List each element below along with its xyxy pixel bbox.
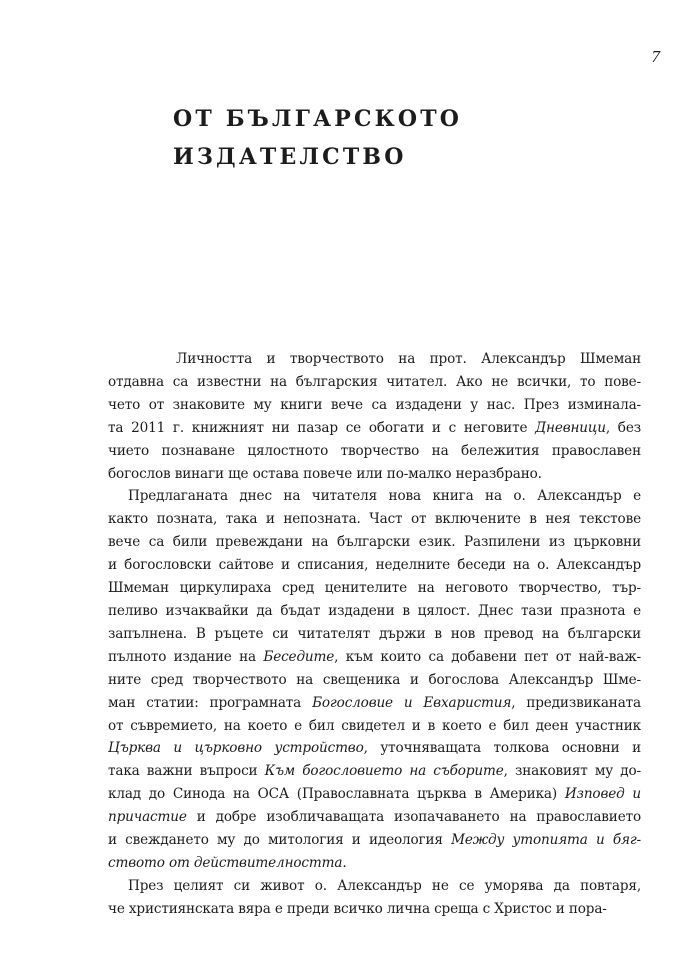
text-line bbox=[108, 600, 641, 623]
text-run: , знаковият му до- bbox=[503, 763, 641, 780]
text-run: запълнена. В ръцете си читателят държи в нов превод на български bbox=[108, 625, 641, 642]
italic-title: Църква и църковно устройство bbox=[108, 740, 364, 757]
text-run: , уточняващата толкова основни и bbox=[363, 740, 641, 757]
text-run: Предлаганата днес на читателя нова книга на о. Александър е bbox=[128, 488, 641, 505]
text-run: , към които са добавени пет от най-важ- bbox=[334, 648, 642, 665]
text-run: чето от знаковите му книги вече са издадени у нас. През изминала- bbox=[108, 396, 641, 413]
chapter-heading bbox=[173, 100, 462, 176]
text-line bbox=[108, 692, 641, 715]
text-run: През целият си живот о. Александър не се уморява да повтаря, bbox=[128, 877, 641, 894]
text-line bbox=[108, 852, 641, 875]
chapter-heading-line-1: ОТ БЪЛГАРСКОТО bbox=[173, 106, 463, 132]
text-run: и богословски сайтове и списания, неделните беседи на о. Александър bbox=[108, 557, 641, 574]
text-run: ните сред творчеството на свещеника и богослова Александър Шме- bbox=[108, 671, 641, 688]
text-line bbox=[108, 875, 641, 898]
text-run: и добре изобличаващата изопачаването на православието bbox=[186, 809, 641, 826]
body-text bbox=[108, 348, 641, 921]
italic-title: Беседите bbox=[263, 648, 335, 665]
text-run: ман статии: програмната bbox=[108, 694, 313, 711]
text-line bbox=[108, 371, 641, 394]
italic-title: Между утопията и бяг- bbox=[451, 832, 641, 849]
paragraph bbox=[108, 875, 641, 921]
text-run: клад до Синода на ОСА (Православната църква в Америка) bbox=[108, 786, 565, 803]
italic-title: Дневници bbox=[535, 419, 606, 436]
text-run: вече са били превеждани на български език. Разпилени из църковни bbox=[108, 534, 641, 551]
text-run: та 2011 г. книжният ни пазар се обогати и с неговите bbox=[108, 419, 536, 436]
paragraph bbox=[108, 348, 641, 485]
text-line bbox=[108, 829, 641, 852]
text-run: богослов винаги ще остава повече или по-малко неразбрано. bbox=[108, 465, 542, 482]
text-line bbox=[108, 760, 641, 783]
text-run: както позната, така и непозната. Част от включените в нея текстове bbox=[108, 511, 641, 528]
text-run: пеливо изчаквайки да бъдат издадени в цялост. Днес тази празнота е bbox=[108, 602, 641, 619]
text-run: и свеждането му до митология и идеология bbox=[108, 832, 452, 849]
text-line bbox=[108, 737, 641, 760]
text-run: така важни въпроси bbox=[108, 763, 265, 780]
text-run: . bbox=[342, 854, 347, 871]
text-run: Личността и творчеството на прот. Александър Шмеман bbox=[176, 351, 641, 367]
text-line bbox=[108, 348, 641, 371]
paragraph bbox=[108, 485, 641, 874]
text-line bbox=[108, 783, 641, 806]
text-line bbox=[108, 715, 641, 738]
text-run: че християнската вяра е преди всичко лична среща с Христос и пора- bbox=[108, 900, 607, 917]
text-run: от съвремието, на което е бил свидетел и в което е бил деен участник bbox=[108, 717, 641, 734]
text-run: пълното издание на bbox=[108, 648, 264, 665]
italic-title: причастие bbox=[108, 809, 187, 826]
text-line bbox=[108, 531, 641, 554]
italic-title: Към богословието на съборите bbox=[264, 763, 504, 780]
text-line bbox=[108, 485, 641, 508]
text-line bbox=[108, 646, 641, 669]
text-run: , без bbox=[605, 419, 641, 436]
text-run: чието познаване цялостното творчество на бележития православен bbox=[108, 442, 641, 459]
text-line bbox=[108, 508, 641, 531]
page-number: 7 bbox=[651, 47, 660, 66]
text-line bbox=[108, 669, 641, 692]
text-line bbox=[108, 806, 641, 829]
text-line bbox=[108, 463, 641, 486]
italic-title: Богословие и Евхаристия bbox=[312, 694, 512, 711]
text-line bbox=[108, 554, 641, 577]
text-line bbox=[108, 623, 641, 646]
chapter-heading-line-2: ИЗДАТЕЛСТВО bbox=[173, 144, 407, 170]
text-line bbox=[108, 417, 641, 440]
text-line bbox=[108, 898, 641, 921]
text-line bbox=[108, 394, 641, 417]
text-run: , предизвиканата bbox=[511, 694, 641, 711]
text-line bbox=[108, 577, 641, 600]
text-line bbox=[108, 440, 641, 463]
text-run: Шмеман циркулираха сред ценителите на неговото творчество, тър- bbox=[108, 580, 641, 597]
italic-title: Изповед и bbox=[564, 786, 641, 803]
italic-title: ството от действителността bbox=[108, 854, 343, 871]
text-run: отдавна са известни на българския читател. Ако не всички, то пове- bbox=[108, 373, 641, 390]
